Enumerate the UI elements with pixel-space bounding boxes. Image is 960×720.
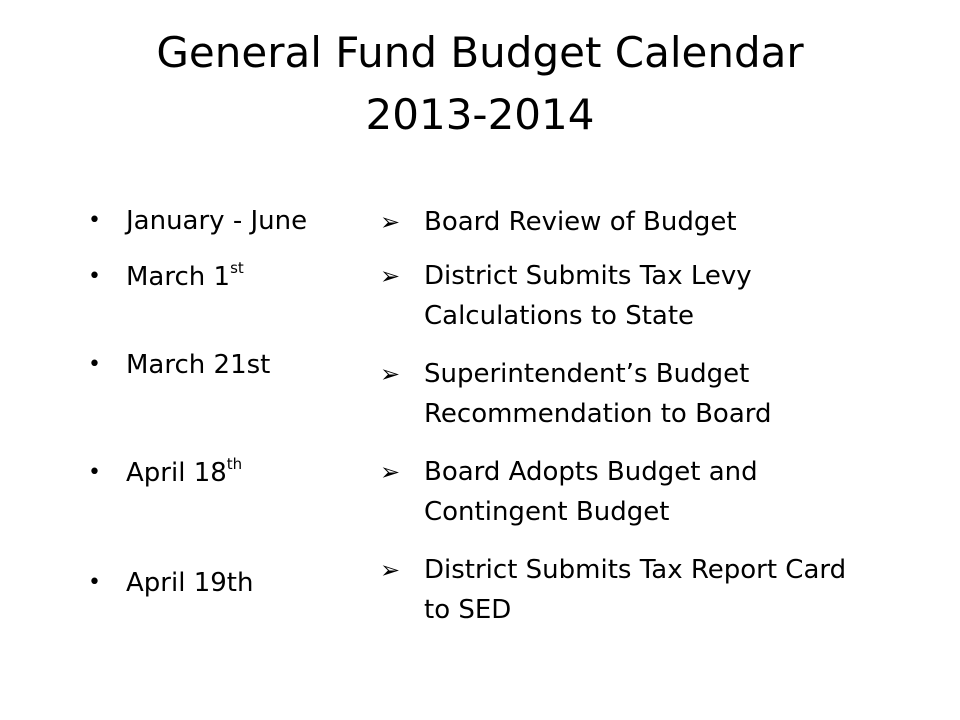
event-label: Board Adopts Budget and Contingent Budget xyxy=(424,457,758,527)
bullet-icon: • xyxy=(88,352,101,377)
date-label: January - June xyxy=(126,206,308,236)
title-line-2: 2013-2014 xyxy=(365,90,595,139)
arrow-bullet-icon: ➢ xyxy=(380,458,401,486)
bullet-icon: • xyxy=(88,460,101,485)
bullet-icon: • xyxy=(88,570,101,595)
arrow-bullet-icon: ➢ xyxy=(380,360,401,388)
bullet-icon: • xyxy=(88,208,101,233)
date-label: April 19th xyxy=(126,568,254,598)
bullet-icon: • xyxy=(88,264,101,289)
date-label: March 1st xyxy=(126,259,244,292)
arrow-bullet-icon: ➢ xyxy=(380,262,401,290)
date-label: March 21st xyxy=(126,350,271,380)
arrow-bullet-icon: ➢ xyxy=(380,208,401,236)
title-line-1: General Fund Budget Calendar xyxy=(156,28,804,77)
event-label: District Submits Tax Report Card to SED xyxy=(424,555,847,625)
date-label: April 18th xyxy=(126,455,243,488)
event-label: Board Review of Budget xyxy=(424,207,737,237)
event-label: District Submits Tax Levy Calculations to State xyxy=(424,261,752,331)
arrow-bullet-icon: ➢ xyxy=(380,556,401,584)
event-label: Superintendent’s Budget Recommendation to Board xyxy=(424,359,772,429)
